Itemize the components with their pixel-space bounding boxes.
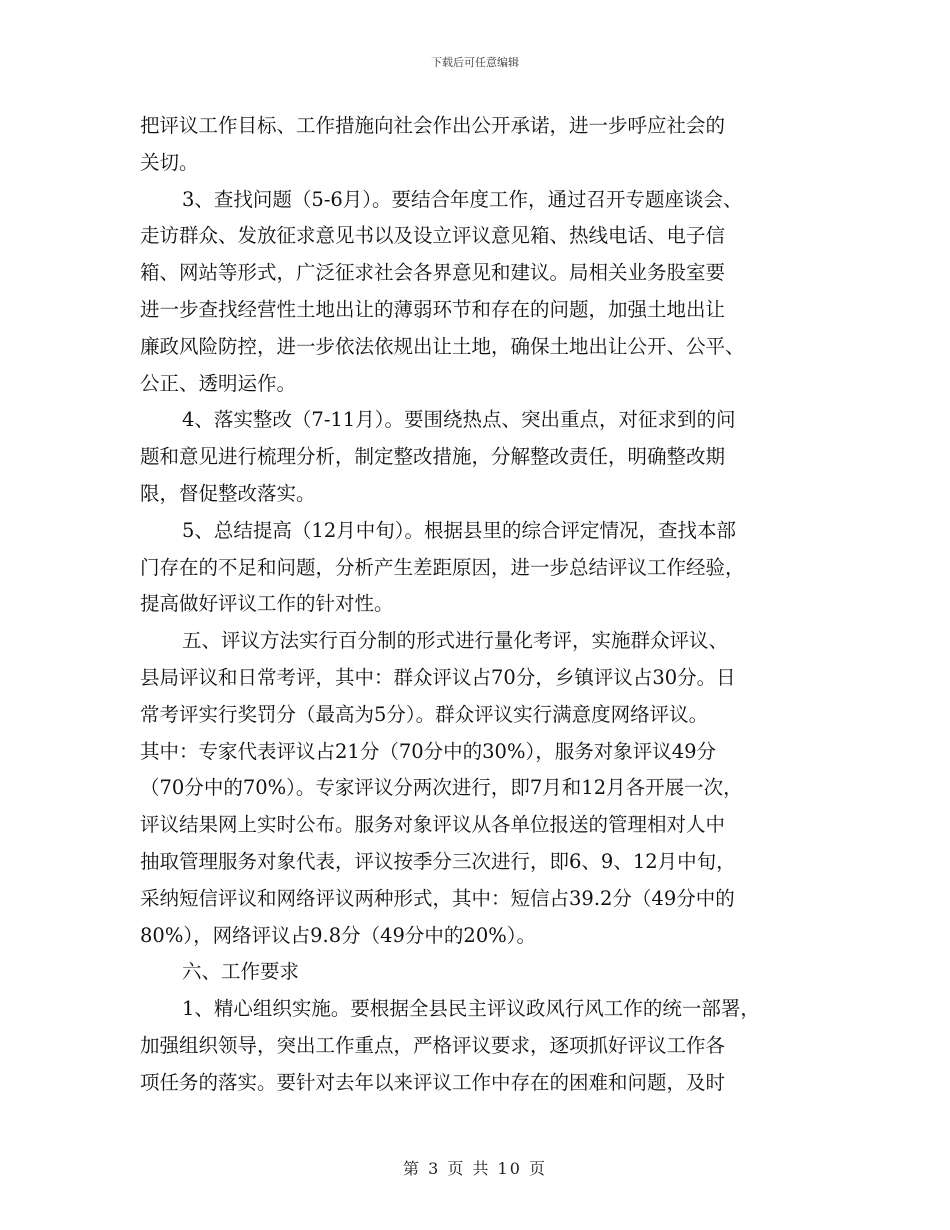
paragraph-line: 门存在的不足和问题，分析产生差距原因，进一步总结评议工作经验， [140, 555, 745, 579]
paragraph-line: 把评议工作目标、工作措施向社会作出公开承诺，进一步呼应社会的 [140, 114, 726, 137]
paragraph-line: 提高做好评议工作的针对性。 [140, 592, 394, 616]
paragraph-line: 4、落实整改（7-11月）。要围绕热点、突出重点，对征求到的问 [182, 408, 736, 432]
paragraph-line: 县局评议和日常考评，其中：群众评议占70分，乡镇评议占30分。日 [140, 665, 736, 689]
paragraph-line: 走访群众、发放征求意见书以及设立评议意见箱、热线电话、电子信 [140, 224, 726, 248]
paragraph-line: 抽取管理服务对象代表，评议按季分三次进行，即6、9、12月中旬， [140, 849, 736, 873]
paragraph-line: 廉政风险防控，进一步依法依规出让土地，确保土地出让公开、公平、 [140, 334, 745, 358]
paragraph-line: 箱、网站等形式，广泛征求社会各界意见和建议。局相关业务股室要 [140, 261, 726, 285]
page-footer: 第 3 页 共 10 页 [403, 1159, 547, 1178]
paragraph-line: 3、查找问题（5-6月）。要结合年度工作，通过召开专题座谈会、 [182, 187, 743, 211]
paragraph-line: 加强组织领导，突出工作重点，严格评议要求，逐项抓好评议工作各 [140, 1033, 726, 1057]
paragraph-line: 公正、透明运作。 [140, 371, 297, 395]
paragraph-line: 限，督促整改落实。 [140, 481, 316, 505]
paragraph-line: （70分中的70%）。专家评议分两次进行，即7月和12月各开展一次， [140, 776, 743, 800]
body-text [140, 108, 820, 1102]
paragraph-line: 五、评议方法实行百分制的形式进行量化考评，实施群众评议、 [182, 629, 729, 653]
paragraph-line: 80%），网络评议占9.8分（49分中的20%）。 [140, 923, 537, 947]
paragraph-line: 5、总结提高（12月中旬）。根据县里的综合评定情况，查找本部 [182, 518, 736, 542]
paragraph-line: 其中：专家代表评议占21分（70分中的30%），服务对象评议49分 [140, 739, 717, 763]
section-heading: 六、工作要求 [182, 960, 300, 984]
paragraph-line: 1、精心组织实施。要根据全县民主评议政风行风工作的统一部署， [182, 997, 760, 1021]
paragraph-line: 进一步查找经营性土地出让的薄弱环节和存在的问题，加强土地出让 [140, 297, 726, 321]
paragraph-line: 常考评实行奖罚分（最高为5分）。群众评议实行满意度网络评议。 [140, 702, 709, 726]
paragraph-line: 关切。 [140, 150, 199, 174]
page-header: 下载后可任意编辑 [431, 56, 519, 69]
paragraph-line: 题和意见进行梳理分析，制定整改措施，分解整改责任，明确整改期 [140, 445, 726, 469]
paragraph-line: 项任务的落实。要针对去年以来评议工作中存在的困难和问题，及时 [140, 1070, 726, 1094]
paragraph-line: 评议结果网上实时公布。服务对象评议从各单位报送的管理相对人中 [140, 813, 726, 837]
paragraph-line: 采纳短信评议和网络评议两种形式，其中：短信占39.2分（49分中的 [140, 886, 735, 910]
